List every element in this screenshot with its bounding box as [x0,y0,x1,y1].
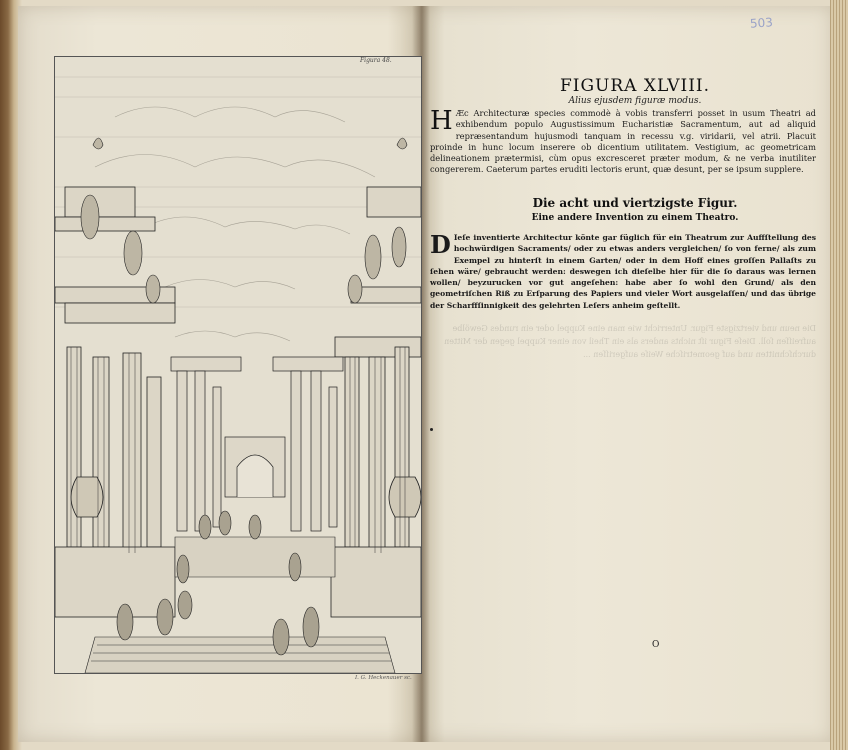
german-text: Ieſe inventierte Architectur könte gar füglich für ein Theatrum zur Auffſtellung des hochwürdigen Sacraments/ oder zu etwas anders vergleichen/ ſo von ferne/ als zum Exempel zu hinterſt in einem Garten/ oder in dem Hoff eines groſſen Pallaſts zu ſehen wäre/ gebraucht werden: deswegen ich dieſelbe hier für die ſo daraus was lernen wollen/ beyzurucken vor gut angeſehen: habe aber ſo wohl den Grund/ als den geometriſchen Riß zu Erſparung des Papiers und vieler Wort ausgelaſſen/ und das übrige der Scharffſinnigkeit des gelehrten Leſers anheim geſtellt. [430,233,816,310]
engraved-plate [54,56,422,674]
page-edges [830,0,848,750]
page-title: FIGURA XLVIII. [559,76,711,96]
catchword: O [652,640,660,650]
german-title: Die acht und viertzigste Figur. [532,196,738,210]
plate-label: Figura 48. [360,57,392,64]
engraver-signature: I. G. Heckenauer sc. [355,675,412,681]
page-subtitle: Alius ejusdem figuræ modus. [568,96,702,106]
german-subtitle: Eine andere Invention zu einem Theatro. [531,213,739,223]
bleed-through-text: Die neun und viertzigste Figur. Unterricht wie man eine Kuppel oder ein rundes Gewölbe aufreiſſen ſoll. Dieſe Figur iſt nichts anders als ein Theil von einer Kuppel gegen der Mitten durchſchnitten und auf geometriſche Weiſe aufgeriſſen ... [444,324,816,359]
german-paragraph [430,232,816,311]
theatre-engraving-icon [55,57,421,673]
folio-number: 503 [749,15,774,31]
german-drop-cap: D [430,230,451,259]
latin-drop-cap: H [430,106,453,136]
latin-paragraph [430,108,816,176]
latin-text: Æc Architecturæ species commodè à vobis transferri posset in usum Theatri ad exhibendum populo Augustissimum Eucharistiæ Sacramentum, aut ad aliquid repræsentandum hujusmodi tanquam in recessu v.g. viridarii, vel atrii. Placuit proinde in hunc locum inserere ob dicentium utilitatem. Vestigium, ac geometricam delineationem prætermisi, cùm opus excresceret præter modum, & ne verba inutiliter congererem. Caeterum partes eruditi lectoris erunt, quæ desunt, per se ipsum supplere. [430,108,816,175]
